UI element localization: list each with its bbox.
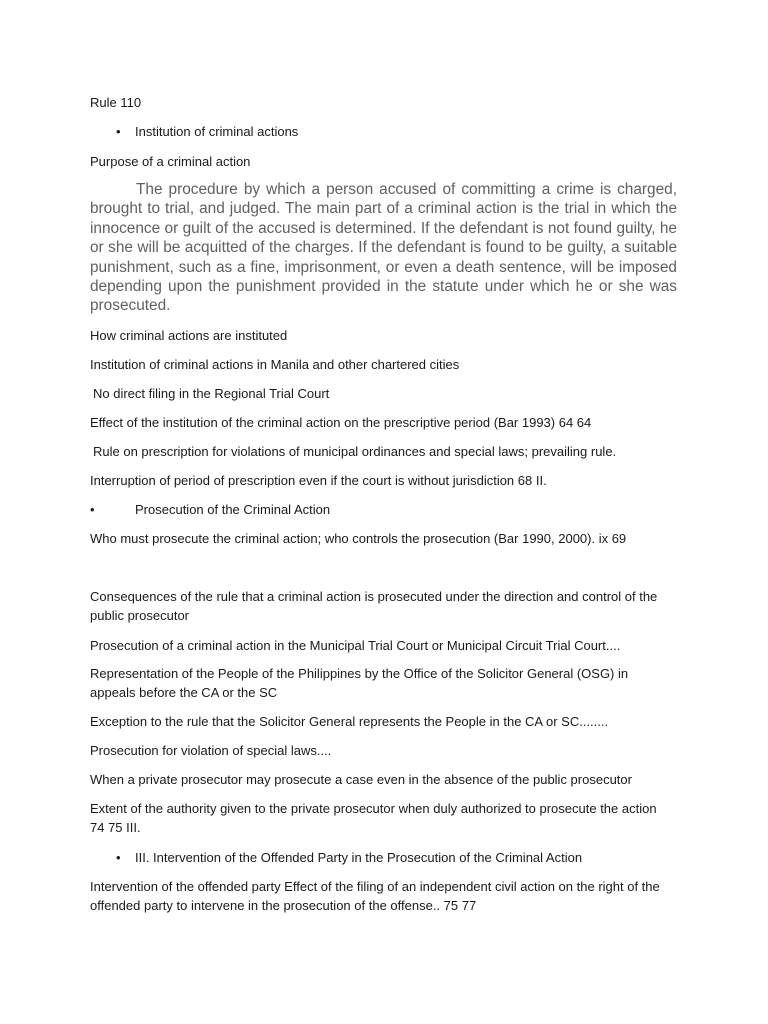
no-direct-filing-heading: No direct filing in the Regional Trial Court	[93, 386, 330, 401]
purpose-heading: Purpose of a criminal action	[90, 154, 251, 169]
osg-heading: Representation of the People of the Philippines by the Office of the Solicitor General (OSG) in appeals before the CA or the SC	[90, 666, 629, 700]
bullet-item-label: Prosecution of the Criminal Action	[135, 502, 331, 517]
exception-heading: Exception to the rule that the Solicitor General represents the People in the CA or SC........	[90, 714, 609, 729]
effect-prescriptive-heading: Effect of the institution of the criminal action on the prescriptive period (Bar 1993) 64 64	[90, 415, 592, 430]
bullet-item-label: Institution of criminal actions	[135, 124, 299, 139]
consequences-heading: Consequences of the rule that a criminal action is prosecuted under the direction and control of the public prosecutor	[90, 589, 658, 623]
how-instituted-heading: How criminal actions are instituted	[90, 328, 288, 343]
special-laws-heading: Prosecution for violation of special laws....	[90, 743, 332, 758]
bullet-item-intervention	[0, 848, 768, 867]
bullet-item-institution	[0, 122, 768, 141]
bullet-item-prosecution	[0, 500, 768, 519]
private-prosecutor-heading: When a private prosecutor may prosecute a case even in the absence of the public prosecutor	[90, 772, 632, 787]
manila-heading: Institution of criminal actions in Manila and other chartered cities	[90, 357, 460, 372]
bullet-icon: •	[90, 502, 95, 517]
rule-heading: Rule 110	[90, 95, 142, 110]
bullet-icon: •	[116, 850, 121, 865]
bullet-item-label: III. Intervention of the Offended Party in the Prosecution of the Criminal Action	[135, 850, 583, 865]
purpose-paragraph: The procedure by which a person accused of committing a crime is charged, brought to trial, and judged. The main part of a criminal action is the trial in which the innocence or guilt of the accused is determined. If the defendant is not found guilty, he or she will be acquitted of the charges. If the defendant is found to be guilty, a suitable punishment, such as a fine, imprisonment, or even a death sentence, will be imposed depending upon the punishment provided in the statute under which he or she was prosecuted.	[90, 181, 677, 315]
bullet-icon: •	[116, 124, 121, 139]
mtc-heading: Prosecution of a criminal action in the Municipal Trial Court or Municipal Circuit Trial Court....	[90, 638, 621, 653]
rule-prescription-heading: Rule on prescription for violations of municipal ordinances and special laws; prevailing rule.	[93, 444, 617, 459]
who-prosecutes-heading: Who must prosecute the criminal action; who controls the prosecution (Bar 1990, 2000). ix 69	[90, 531, 627, 546]
extent-authority-heading: Extent of the authority given to the private prosecutor when duly authorized to prosecute the action 74 75 III.	[90, 801, 657, 835]
interruption-heading: Interruption of period of prescription even if the court is without jurisdiction 68 II.	[90, 473, 547, 488]
intervention-text: Intervention of the offended party Effect of the filing of an independent civil action on the right of the offended party to intervene in the prosecution of the offense.. 75 77	[90, 879, 660, 913]
